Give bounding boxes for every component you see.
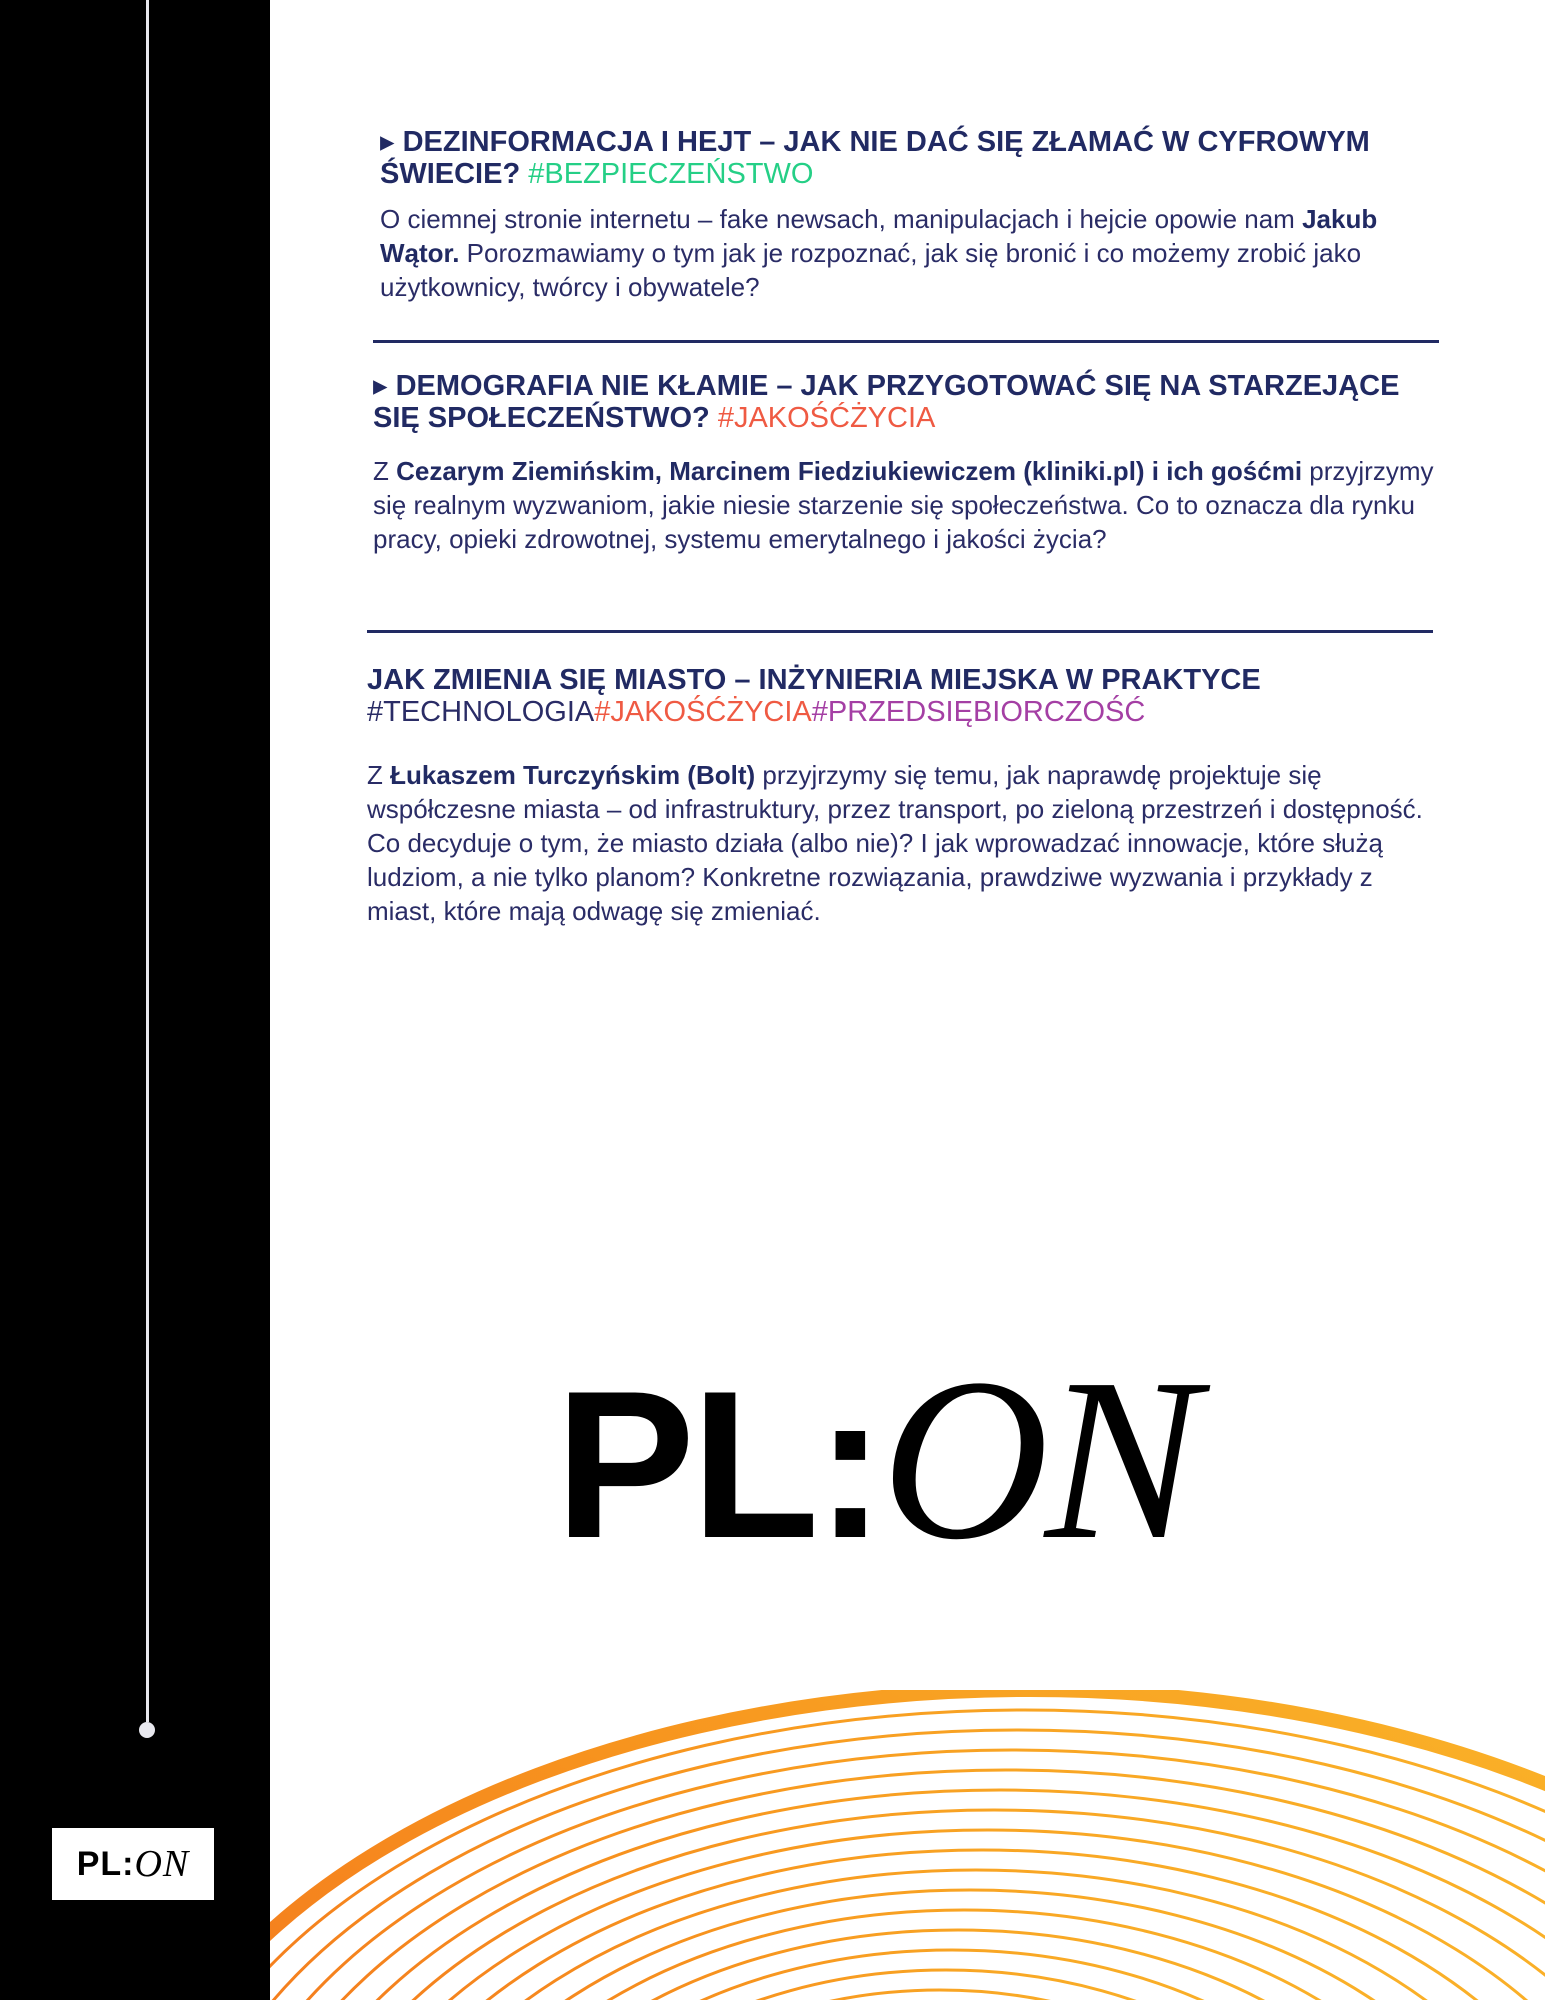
hashtag: #BEZPIECZEŃSTWO [528,158,814,190]
section-title [380,126,1450,190]
speaker-name: Łukaszem Turczyńskim (Bolt) [390,760,756,790]
decorative-arc [522,1970,1370,2000]
section-demografia [373,370,1443,556]
decorative-arc [438,1910,1490,2000]
decorative-arc [354,1850,1545,2000]
hashtag: #PRZEDSIĘBIORCZOŚĆ [811,696,1146,728]
body-text: przyjrzymy się realnym wyzwaniom, jakie niesie starzenie się społeczeństwa. Co to oznacza dla rynku pracy, opieki zdrowotnej, systemu emerytalnego i jakości życia? [373,456,1434,554]
hashtag: #JAKOŚĆŻYCIA [717,402,936,434]
decorative-arcs [270,1690,1545,2000]
body-text: Z [373,456,397,486]
main-logo [555,1331,1196,1588]
logo-pl: PL [555,1347,816,1582]
sidebar-logo [52,1828,214,1900]
hashtag: #JAKOŚĆŻYCIA [594,696,812,728]
hashtag: #TECHNOLOGIA [367,696,595,728]
speaker-name: Jakub Wątor. [380,204,1378,268]
timeline-dot [139,1722,155,1738]
decorative-arc [270,1790,1545,2000]
body-text: O ciemnej stronie internetu – fake newsach, manipulacjach i hejcie opowie nam [380,204,1303,234]
section-divider [373,340,1439,343]
logo-pl: PL [76,1844,123,1883]
section-body [373,454,1443,556]
section-body [367,758,1447,928]
logo-on: ON [881,1331,1196,1588]
section-title [373,370,1443,434]
logo-colon: : [815,1347,882,1582]
body-text: Porozmawiamy o tym jak je rozpoznać, jak się bronić i co możemy zrobić jako użytkownicy, twórcy i obywatele? [380,238,1362,302]
section-title-text: ▸ DEZINFORMACJA I HEJT – JAK NIE DAĆ SIĘ ZŁAMAĆ W CYFROWYM ŚWIECIE? [380,126,1370,190]
sidebar [0,0,270,2000]
section-title-text: JAK ZMIENIA SIĘ MIASTO – INŻYNIERIA MIEJSKA W PRAKTYCE [367,664,1261,696]
logo-colon: : [122,1844,135,1883]
logo-on: ON [134,1843,190,1885]
section-miasto [367,664,1447,928]
section-body [380,202,1450,304]
speaker-name: Cezarym Ziemińskim, Marcinem Fiedziukiewiczem (kliniki.pl) i ich gośćmi [396,456,1303,486]
section-divider [367,630,1433,633]
body-text: Z [367,760,391,790]
body-text: przyjrzymy się temu, jak naprawdę projektuje się współczesne miasta – od infrastruktury, przez transport, po zieloną przestrzeń i dostępność. Co decyduje o tym, że miasto działa (albo nie)? I jak wprowadzać innowacje, które służą ludziom, a nie tylko planom? Konkretne rozwiązania, prawdziwe wyzwania i przykłady z miast, które mają odwagę się zmieniać. [367,760,1423,926]
section-dezinformacja [380,126,1450,304]
section-title-text: ▸ DEMOGRAFIA NIE KŁAMIE – JAK PRZYGOTOWAĆ SIĘ NA STARZEJĄCE SIĘ SPOŁECZEŃSTWO? [373,370,1400,434]
timeline-line [146,0,149,1722]
section-title [367,664,1447,728]
decorative-arc [410,1890,1530,2000]
